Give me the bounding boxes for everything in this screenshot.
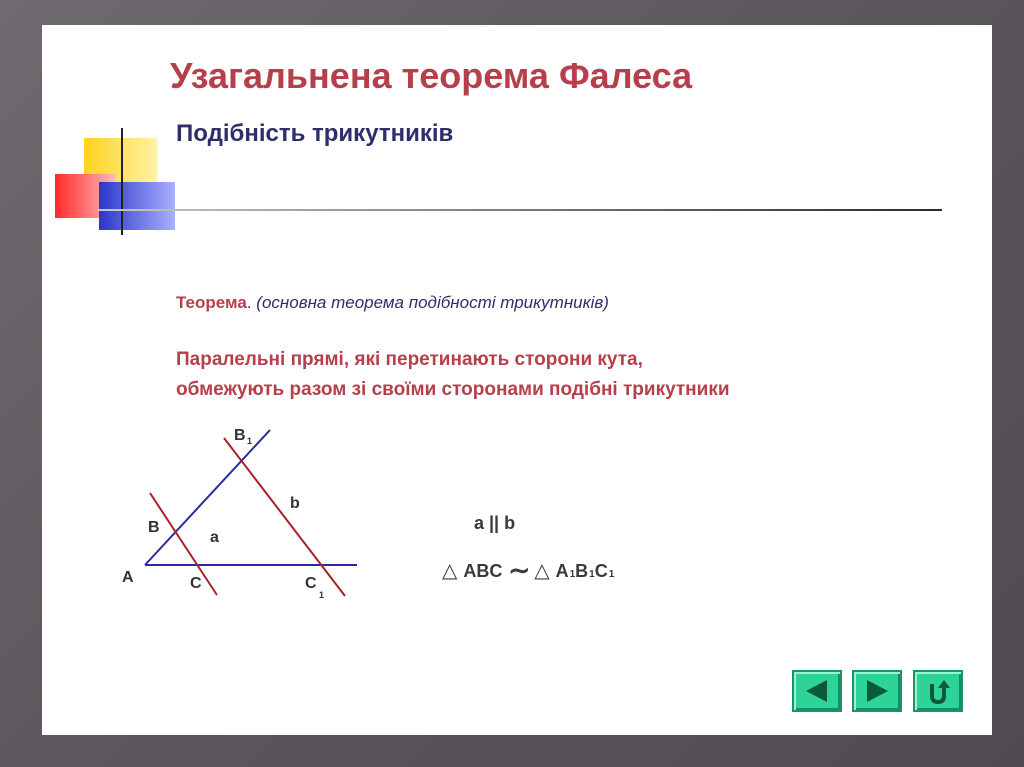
triangle-left-icon <box>794 672 840 710</box>
parallel-relation: a || b <box>474 513 516 533</box>
line-b <box>224 438 345 596</box>
similarity-relation <box>442 553 614 584</box>
right-sub-c: 1 <box>608 569 615 580</box>
right-letter-a: A <box>555 561 569 581</box>
decorative-squares <box>42 25 182 245</box>
theorem-label: Теорема <box>176 293 247 312</box>
return-button[interactable] <box>913 670 963 712</box>
right-sub-a: 1 <box>569 569 576 580</box>
theorem-description: (основна теорема подібності трикутників) <box>256 293 609 312</box>
triangle-icon: △ <box>442 560 458 582</box>
statement-line-1: Паралельні прямі, які перетинають сторони кута, <box>176 349 643 370</box>
left-triangle-name: ABC <box>463 561 503 581</box>
label-c1-vertex: C <box>305 575 317 592</box>
label-b1-sub: 1 <box>247 436 253 446</box>
label-b-vertex: B <box>148 519 160 536</box>
label-b1-vertex: B <box>234 427 246 444</box>
label-c1-sub: 1 <box>319 590 325 600</box>
right-letter-c: C <box>594 561 608 581</box>
triangle-icon: △ <box>534 560 550 582</box>
title-rule <box>97 209 942 211</box>
previous-button[interactable] <box>792 670 842 712</box>
similar-symbol: ∼ <box>508 555 531 585</box>
label-a-vertex: A <box>122 569 134 586</box>
triangle-figure <box>107 420 367 620</box>
next-button[interactable] <box>852 670 902 712</box>
page-title: Узагальнена теорема Фалеса <box>170 55 693 96</box>
theorem-dot: . <box>246 293 252 312</box>
triangle-right-icon <box>854 672 900 710</box>
right-sub-b: 1 <box>589 569 595 580</box>
line-a <box>150 493 217 595</box>
ray-ab <box>145 430 270 565</box>
label-line-a: a <box>210 529 219 546</box>
return-arrow-icon <box>915 672 961 710</box>
theorem-statement <box>176 345 730 405</box>
right-letter-b: B <box>575 561 589 581</box>
theorem-heading <box>176 293 609 313</box>
label-c-vertex: C <box>190 575 202 592</box>
statement-line-2: обмежують разом зі своїми сторонами подібні трикутники <box>176 379 730 400</box>
blue-square <box>99 182 175 230</box>
slide <box>42 25 992 735</box>
label-line-b: b <box>290 495 300 512</box>
page-subtitle: Подібність трикутників <box>176 120 454 147</box>
